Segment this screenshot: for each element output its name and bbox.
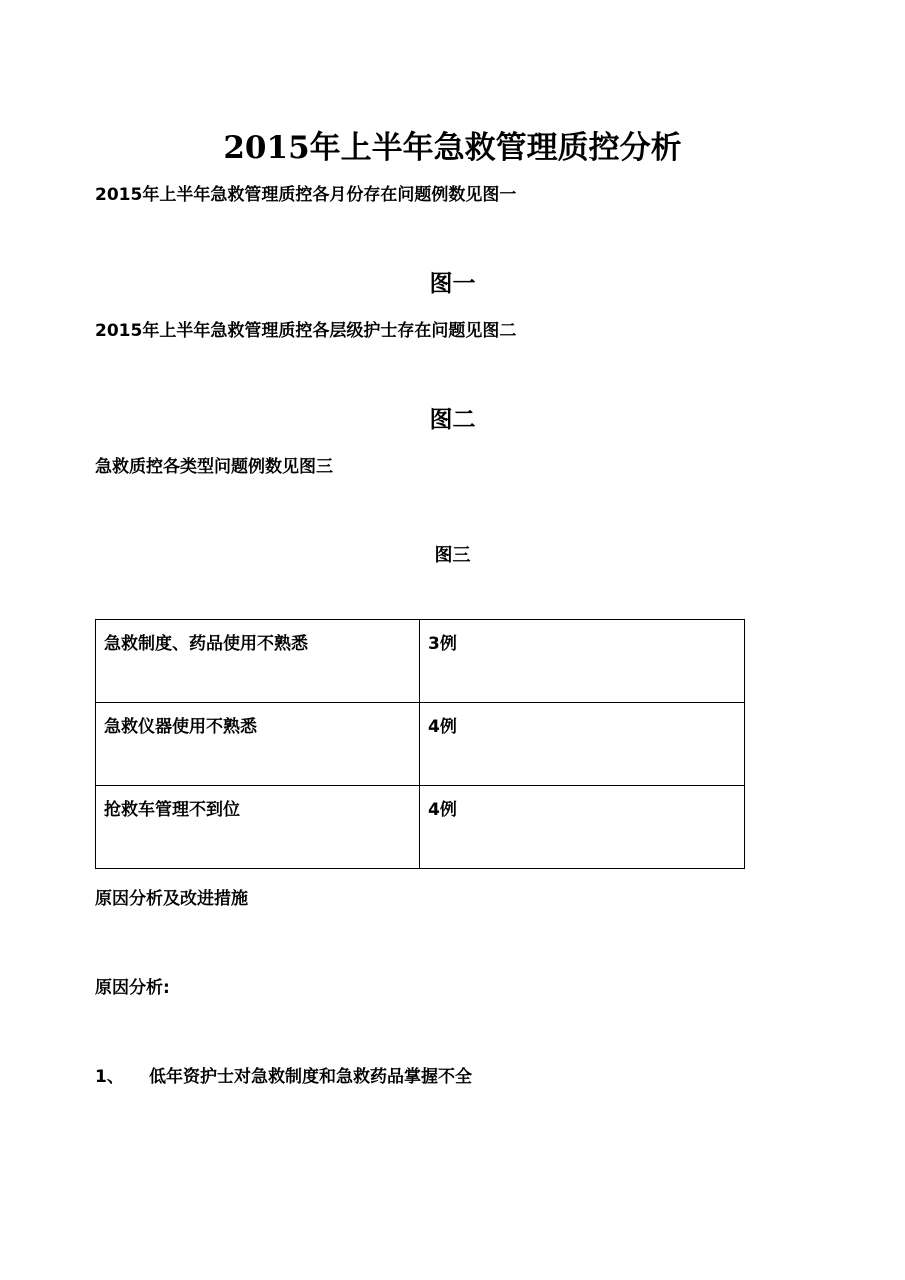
cause-item-text: 低年资护士对急救制度和急救药品掌握不全 <box>149 1067 472 1087</box>
table-row <box>96 620 745 703</box>
section1-text: 2015年上半年急救管理质控各月份存在问题例数见图一 <box>95 185 517 205</box>
issues-table <box>95 619 745 869</box>
issue-cell: 急救制度、药品使用不熟悉 <box>96 620 420 703</box>
cause-item-number: 1、 <box>95 1067 124 1087</box>
issue-cell: 急救仪器使用不熟悉 <box>96 703 420 786</box>
figure2-caption: 图二 <box>429 406 476 433</box>
table-row <box>96 786 745 869</box>
figure1-caption: 图一 <box>429 270 476 297</box>
section2-text: 2015年上半年急救管理质控各层级护士存在问题见图二 <box>95 321 517 341</box>
count-cell: 3例 <box>420 620 745 703</box>
figure3-caption: 图三 <box>434 545 471 566</box>
table-row <box>96 703 745 786</box>
cause-heading: 原因分析: <box>95 978 170 998</box>
count-cell: 4例 <box>420 786 745 869</box>
issue-cell: 抢救车管理不到位 <box>96 786 420 869</box>
document-title: 2015年上半年急救管理质控分析 <box>223 130 682 166</box>
section3-text: 急救质控各类型问题例数见图三 <box>95 457 333 477</box>
count-cell: 4例 <box>420 703 745 786</box>
analysis-heading: 原因分析及改进措施 <box>95 889 248 909</box>
